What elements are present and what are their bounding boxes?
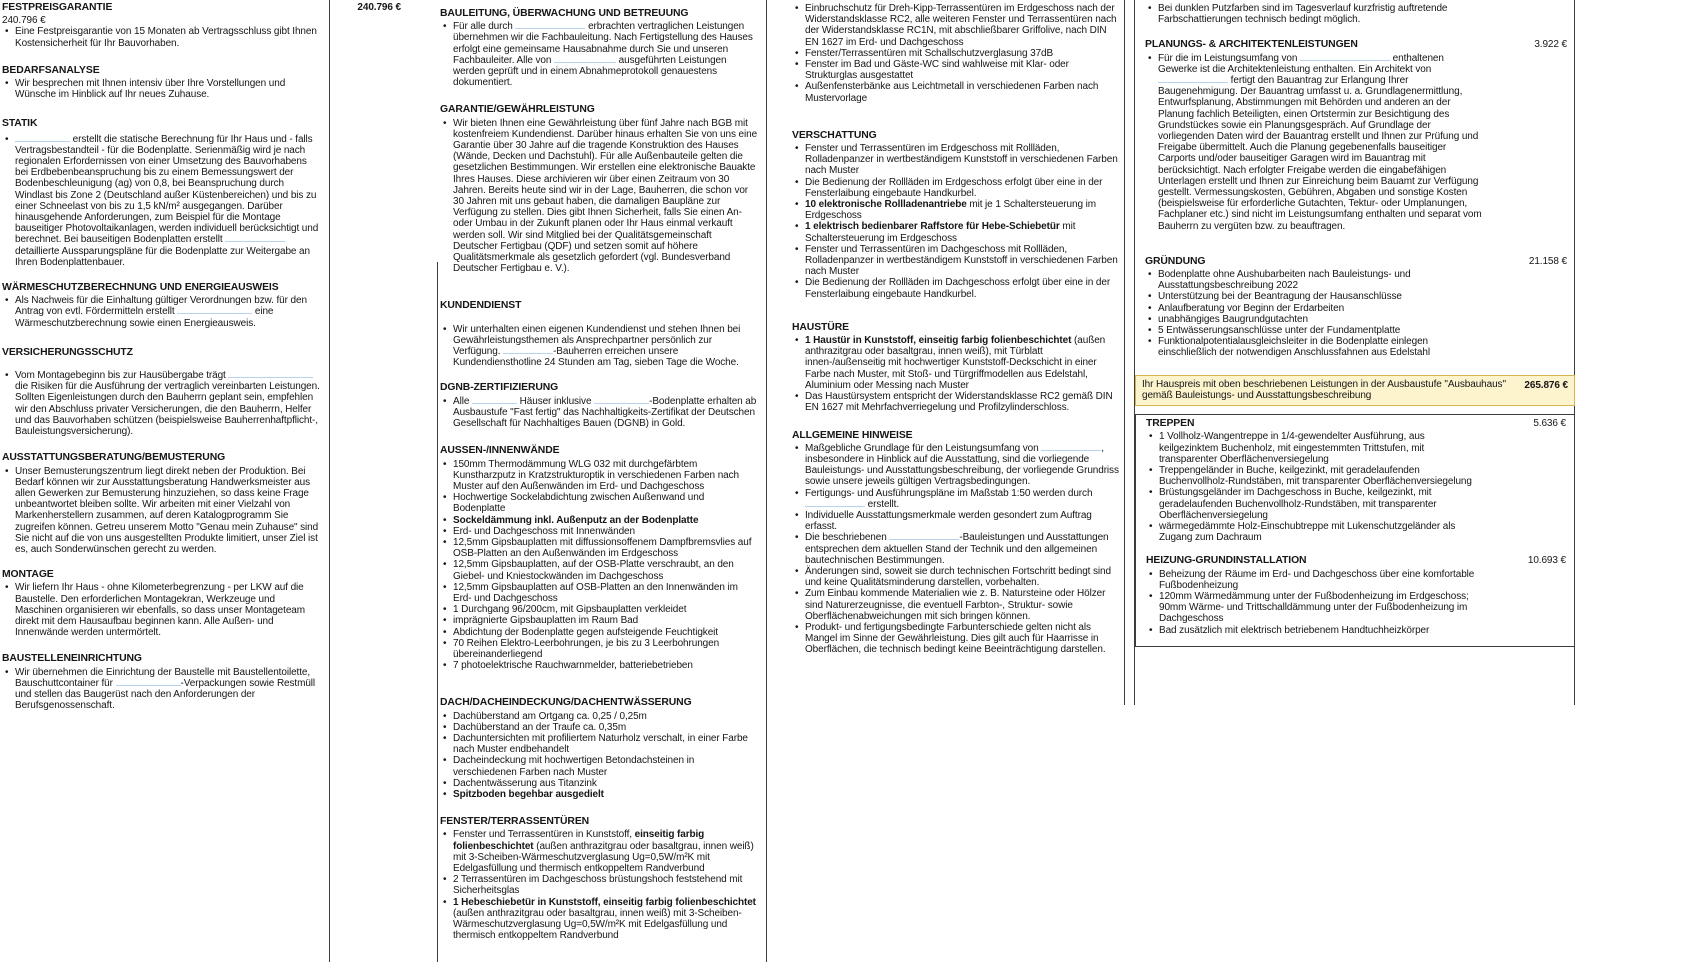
text-run: Für alle durch: [453, 21, 516, 33]
text-run: Fenster/Terrassentüren mit Schallschutzverglasung 37dB: [805, 47, 1054, 59]
section: [2, 452, 322, 555]
bullet-item: [1145, 314, 1483, 325]
text-run: wärmegedämmte Holz-Einschubtreppe mit Lukenschutzgeländer als Zugang zum Dachraum: [1159, 520, 1456, 544]
text-run: Dachentwässerung aus Titanzink: [453, 777, 597, 789]
bullet-item: [1146, 465, 1482, 487]
boxed-section-group: [1135, 414, 1575, 647]
bullet-item: [440, 778, 758, 789]
text-run: Sockeldämmung inkl. Außenputz an der Bodenplatte: [453, 514, 699, 526]
redacted-gap: [594, 396, 649, 404]
bullet-item: [2, 370, 322, 437]
bullet-item: [2, 134, 322, 268]
text-run: die Risiken für die Ausführung der vertraglich vereinbarten Leistungen. Sollten Eigenleistungen durch den Bauherrn geplant sein, empfehlen wir den Abschluss privater Versicherungen, die den Bauherrn, Helfer und das Bauvorhaben schützen (beispielsweise Bauherrenhaftpflicht-, Bauleistungsversicherung).: [15, 381, 320, 438]
text-run: imprägnierte Gipsbauplatten im Raum Bad: [453, 615, 639, 627]
text-run: Zum Einbau kommende Materialien wie z. B. Natursteine oder Hölzer sind Naturerzeugnisse, die eventuell Farbton-, Struktur- sowie Oberflächenabweichungen mit sich bringen können.: [805, 588, 1106, 622]
section: [2, 569, 322, 638]
section: [792, 322, 1120, 414]
text-run: -Bauherren erreichen unsere Kundendiensthotline 24 Stunden am Tag, sieben Tage die Woche.: [453, 346, 739, 369]
bullet-item: [440, 627, 758, 638]
text-run: 5 Entwässerungsanschlüsse unter der Fundamentplatte: [1158, 325, 1401, 337]
text-run: -Bodenplatte erhalten ab Ausbaustufe "Fast fertig" das Nachhaltigkeits-Zertifikat der Deutschen Gesellschaft für Nachhaltiges Bauen (DGNB) in Gold.: [453, 395, 757, 430]
redacted-gap: [889, 532, 959, 540]
text-run: Das Haustürsystem entspricht der Widerstandsklasse RC2 gemäß DIN EN 1627 mit Mehrfachverriegelung und Profilzylinderschloss.: [805, 391, 1113, 414]
section: [792, 430, 1120, 656]
bullet-item: [440, 789, 758, 800]
section: [792, 130, 1120, 300]
text-run: erstellt.: [865, 498, 900, 510]
text-run: eine Wärmeschutzberechnung sowie einen Energieausweis.: [15, 306, 274, 329]
section: [440, 382, 758, 429]
text-run: Fertigungs- und Ausführungspläne im Maßstab 1:50 werden durch: [805, 487, 1093, 499]
text-run: Fenster im Bad und Gäste-WC sind wahlweise mit Klar- oder Strukturglas ausgestattet: [805, 59, 1069, 82]
text-run: enthaltenen Gewerke ist die Architektenleistung enthalten. Ein Architekt von: [1158, 52, 1444, 75]
price-festpreis: 240.796 €: [357, 2, 401, 13]
text-run: Die Bedienung der Rollläden im Erdgeschoss erfolgt über eine in der Fensterlaibung eingebaute Handkurbel.: [805, 176, 1103, 199]
bullet-item: [2, 582, 322, 638]
bullet-item: [1145, 291, 1483, 302]
section: [1135, 256, 1575, 359]
bullet-item: [1145, 303, 1483, 314]
section: [440, 445, 758, 671]
column-3: [792, 3, 1120, 656]
bullet-item: [440, 660, 758, 671]
section-heading: MONTAGE: [2, 569, 54, 581]
text-run: Produkt- und fertigungsbedingte Farbunterschiede gelten nicht als Mangel im Sinne der Gewährleistung. Dies gilt auch für Haarrisse in Oberflächen, die technisch bedingt keine Beeinträchtigung darstellen.: [805, 621, 1106, 656]
redacted-gap: [228, 370, 313, 378]
section-continued: [1135, 3, 1575, 25]
bullet-item: [440, 118, 758, 275]
section-heading: WÄRMESCHUTZBERECHNUNG UND ENERGIEAUSWEIS: [2, 282, 279, 294]
bullet-item: [440, 874, 758, 896]
text-run: Die Bedienung der Rollläden im Dachgeschoss erfolgt über eine in der Fensterlaibung eingebaute Handkurbel.: [805, 277, 1111, 300]
section: [440, 104, 758, 274]
column-4: [1135, 3, 1575, 647]
bullet-item: [440, 492, 758, 514]
bullet-item: [792, 221, 1120, 243]
text-run: Als Nachweis für die Einhaltung gültiger Verordnungen bzw. für den Antrag von evtl. Fördermitteln erstellt: [15, 295, 307, 318]
bullet-item: [1146, 625, 1482, 636]
redacted-gap: [1041, 443, 1101, 451]
bullet-item: [792, 59, 1120, 81]
bullet-item: [792, 244, 1120, 278]
text-run: 12,5mm Gipsbauplatten auf OSB-Platten an den Innenwänden im Erd- und Dachgeschoss: [453, 581, 738, 604]
bullet-item: [792, 488, 1120, 510]
section: [1135, 39, 1575, 231]
text-run: Unser Bemusterungszentrum liegt direkt neben der Produktion. Bei Bedarf können wir zur Ausstattungsberatung Handwerksmeister aus allen Gewerken zur Bemusterung hinzuziehen, so dass keine Frage unbeantwortet bleiben sollte. Wir arbeiten mit einer Vielzahl von Markenherstellern zusammen, auf deren Katalogprogramm Sie zugreifen können. Getreu unserem Motto "Genau mein Zuhause" sind Sie nicht auf die von uns ausgestellten Produkte limitiert, unser Ziel ist es, auch Sonderwünschen gerecht zu werden.: [15, 465, 319, 555]
bullet-item: [792, 143, 1120, 177]
redacted-gap: [554, 55, 616, 63]
bullet-item: [792, 588, 1120, 622]
bullet-item: [440, 324, 758, 369]
text-run: Brüstungsgeländer im Dachgeschoss in Buche, keilgezinkt, mit geradelaufenden Buchenvollholz-Rundstäben, mit transparenter Oberflächenversiegelung: [1159, 487, 1437, 521]
bullet-item: [440, 829, 758, 874]
text-run: Bodenplatte ohne Aushubarbeiten nach Bauleistungs- und Ausstattungsbeschreibung 2022: [1158, 269, 1411, 292]
redacted-gap: [805, 499, 865, 507]
text-run: -Bauleistungen und Ausstattungen entsprechen dem aktuellen Stand der Technik und den allgemeinen bautechnischen Bestimmungen.: [805, 532, 1109, 566]
text-run: detaillierte Aussparungspläne für die Bodenplatte zur Weitergabe an Ihren Bodenplattenbauer.: [15, 245, 310, 268]
text-run: 150mm Thermodämmung WLG 032 mit durchgefärbtem Kunstharzputz in Kratzstrukturoptik in verschiedenen Farben nach Muster auf den Außenwänden im Erd- und Dachgeschoss: [453, 458, 739, 492]
text-run: Vom Montagebeginn bis zur Hausübergabe trägt: [15, 370, 229, 382]
text-run: Dachüberstand an der Traufe ca. 0,35m: [453, 721, 627, 733]
section: [440, 816, 758, 941]
section-heading: GRÜNDUNG: [1145, 255, 1206, 267]
text-run: Einbruchschutz für Dreh-Kipp-Terrassentüren im Erdgeschoss nach der Widerstandsklasse RC2, alle weiteren Fenster und Terrassentüren nach der Widerstandsklasse RC1N, mit abschließbarer Griffolive, nach DIN EN 1627 im Erd- und Dachgeschoss: [805, 3, 1117, 48]
bullet-item: [440, 733, 758, 755]
bullet-item: [440, 755, 758, 777]
section-heading: FESTPREISGARANTIE: [2, 2, 113, 13]
text-run: , insbesondere in Hinblick auf die Ausstattung, sind die vorliegende Bauleistungs- und Ausstattungsbeschreibung, der vorliegende Grundriss sowie unsere jeweils gültigen Vertragsbedingungen.: [805, 442, 1119, 488]
section-heading: BEDARFSANALYSE: [2, 64, 100, 76]
section: [2, 118, 322, 268]
text-run: Die beschriebenen: [805, 532, 890, 544]
text-run: Fenster und Terrassentüren in Kunststoff,: [453, 829, 635, 841]
text-run: Wir besprechen mit Ihnen intensiv über Ihre Vorstellungen und Wünsche im Hinblick auf Ihr neues Zuhause.: [15, 78, 286, 101]
text-run: Bad zusätzlich mit elektrisch betriebenem Handtuchheizkörper: [1159, 624, 1430, 636]
section: [440, 697, 758, 800]
text-run: Dachuntersichten mit profiliertem Naturholz verschalt, in einer Farbe nach Muster endbehandelt: [453, 732, 748, 756]
redacted-gap: [472, 396, 517, 404]
text-run: 1 Haustür in Kunststoff, einseitig farbig folienbeschichtet: [805, 335, 1072, 347]
section-price: 3.922 €: [1534, 39, 1567, 51]
bullet-item: [440, 526, 758, 537]
text-run: Für die im Leistungsumfang von: [1158, 52, 1300, 64]
section-heading: GARANTIE/GEWÄHRLEISTUNG: [440, 104, 595, 116]
text-run: Wir liefern Ihr Haus - ohne Kilometerbegrenzung - per LKW auf die Baustelle. Den erforderlichen Montagekran, Werkzeuge und Maschinen organisieren wir ebenfalls, so dass unser Montageteam direkt mit dem Hausaufbau beginnen kann. Alle Außen- und Innenwände werden untermörtelt.: [15, 582, 305, 639]
hauspreis-text: Ihr Hauspreis mit oben beschriebenen Leistungen in der Ausbaustufe "Ausbauhaus" gemäß Bauleistungs- und Ausstattungsbeschreibung: [1142, 378, 1506, 401]
bullet-item: [440, 897, 758, 942]
bullet-item: [792, 510, 1120, 532]
text-run: erstellt die statische Berechnung für Ihr Haus und - falls Vertragsbestandteil - für die Bodenplatte. Serienmäßig wird je nach regionalen Erfordernissen von einer Umsetzung des Bauvorhabens bei Erdbebenbeanspruchung bis zu einem Bemessungswert der Bodenbeschleunigung (ag) von 0,8, bei Beanspruchung durch Windlast bis Zone 2 (Deutschland außer Küstenbereichen) und bis zu einer Schneelast von bis zu 1,5 kN/m² ausgegangen. Darüber hinausgehende Anforderungen, zum Beispiel für die Montage bauseitiger Photovoltaikanlagen, werden individuell berücksichtigt und berechnet. Bei bauseitigen Bodenplatten erstellt: [15, 133, 319, 246]
column-divider-3: [766, 0, 767, 962]
bullet-item: [792, 335, 1120, 391]
text-run: unabhängiges Baugrundgutachten: [1158, 313, 1308, 325]
section: [2, 2, 322, 49]
text-run: 12,5mm Gipsbauplatten mit diffussionsoffenem Dampfbremsvlies auf OSB-Platten an den Außenwänden im Erdgeschoss: [453, 536, 752, 560]
bullet-item: [1146, 487, 1482, 521]
section-heading: HEIZUNG-GRUNDINSTALLATION: [1146, 555, 1307, 567]
section-price: 5.636 €: [1533, 418, 1566, 430]
column-2: [440, 8, 758, 941]
text-run: Wir bieten Ihnen eine Gewährleistung über fünf Jahre nach BGB mit kostenfreiem Kundendienst. Darüber hinaus erhalten Sie von uns eine Garantie über 30 Jahre auf die tragende Konstruktion des Hauses (Wände, Decken und Dachstuhl). Für alle Außenbauteile gelten die gesetzlichen Bestimmungen. Wir erstellen eine elektronische Bauakte Ihres Hauses. Diese archivieren wir über einen Zeitraum von 30 Jahren. Bereits heute sind wir in der Lage, Bauherren, die schon vor 30 Jahren mit uns gebaut haben, die damaligen Baupläne zur Verfügung zu stellen. Dies gibt Ihnen Sicherheit, falls Sie einen An- oder Umbau in der Zukunft planen oder Ihr Haus einmal verkauft werden soll. Wir sind Mitglied bei der Qualitätsgemeinschaft Deutscher Fertigbau (QDF) und setzen somit auf höhere Qualitätsmerkmale als gesetzlich gefordert (vgl. Bundesverband Deutscher Fertigbau e. V.).: [453, 117, 758, 275]
text-run: Spitzboden begehbar ausgedielt: [453, 788, 604, 800]
bullet-item: [792, 566, 1120, 588]
text-run: 10 elektronische Rollladenantriebe: [805, 199, 967, 211]
bullet-item: [792, 81, 1120, 103]
text-run: fertigt den Bauantrag zur Erlangung Ihrer Baugenehmigung. Der Bauantrag umfasst u. a. Grundlagenermittlung, Entwurfsplanung, Abstimmungen mit Behörden und anderen an der Planung fachlich Beteiligten, einen Ortstermin zur Besichtigung des Grundstückes sowie ein Planungsgespräch. Auf Grundlage der vorliegenden Daten wird der Bauantrag erstellt und Ihnen zur Prüfung und Freigabe übermittelt. Auch die Planung gegebenenfalls bauseitiger Carports und/oder bauseitiger Garagen wird im Bauantrag mit berücksichtigt. Nach erfolgter Freigabe werden die eingabefähigen Unterlagen erstellt und Ihnen zur Einreichung beim Bauamt zur Verfügung gestellt. Vermessungskosten, Gebühren, Abgaben und sonstige Kosten (beispielsweise für erforderliche Gutachten, Tektur- oder Umplanungen, Fachplaner etc.) sind nicht im Leistungsumfang enthalten und separat vom Bauherrn zu vergüten bzw. zu beauftragen.: [1158, 75, 1482, 232]
bullet-item: [792, 622, 1120, 656]
section: [440, 8, 758, 88]
text-run: 1 elektrisch bedienbarer Raffstore für Hebe-Schiebetür: [805, 221, 1060, 233]
column-1: [2, 2, 322, 711]
bullet-item: [2, 78, 322, 100]
section-heading: AUSSEN-/INNENWÄNDE: [440, 445, 560, 457]
bullet-item: [440, 537, 758, 559]
bullet-item: [792, 532, 1120, 566]
text-run: Fenster und Terrassentüren im Erdgeschoss mit Rollläden, Rolladenpanzer in wertbeständigem Kunststoff in verschiedenen Farben nach Muster: [805, 143, 1118, 177]
text-run: Bei dunklen Putzfarben sind im Tagesverlauf kurzfristig auftretende Farbschattierungen technisch bedingt möglich.: [1158, 3, 1448, 26]
section: [1136, 555, 1574, 635]
section-heading: BAULEITUNG, ÜBERWACHUNG UND BETREUUNG: [440, 8, 689, 19]
section: [2, 653, 322, 711]
bullet-item: [792, 277, 1120, 299]
section: [1136, 418, 1574, 543]
bullet-item: [1145, 269, 1483, 291]
bullet-item: [792, 199, 1120, 221]
redacted-gap: [177, 306, 252, 314]
text-run: Hochwertige Sockelabdichtung zwischen Außenwand und Bodenplatte: [453, 492, 705, 515]
bullet-item: [2, 667, 322, 712]
bullet-item: [792, 177, 1120, 199]
section: [2, 347, 322, 437]
redacted-gap: [515, 21, 585, 29]
bullet-item: [440, 396, 758, 430]
text-run: mit je 1 Schaltersteuerung im Erdgeschoss: [805, 199, 1096, 222]
redacted-gap: [503, 346, 553, 354]
bullet-item: [792, 391, 1120, 413]
text-run: ausgeführten Leistungen werden geprüft und in einem Abnahmeprotokoll genauestens dokumentiert.: [453, 54, 727, 89]
text-run: (außen anthrazitgrau oder basaltgrau, innen weiß), mit Türblatt innen-/außenseitig mit hochwertiger Kunststoff-Deckschicht in einer Farbe nach Muster, mit Stoß- und Türgriffmodellen aus Edelstahl, Aluminium oder Messing nach Muster: [805, 335, 1106, 391]
text-run: Änderungen sind, soweit sie durch technischen Fortschritt bedingt sind und keine Qualitätsminderung darstellen, vorbehalten.: [805, 565, 1111, 589]
bullet-item: [440, 638, 758, 660]
text-run: 7 photoelektrische Rauchwarnmelder, batteriebetrieben: [453, 660, 693, 672]
section-heading: VERSCHATTUNG: [792, 129, 877, 141]
section-heading: DACH/DACHEINDECKUNG/DACHENTWÄSSERUNG: [440, 697, 692, 709]
bullet-item: [2, 295, 322, 329]
text-run: (außen anthrazitgrau oder basaltgrau, innen weiß) mit 3-Scheiben-Wärmeschutzverglasung Ug=0,5W/m²K mit Edelgasfüllung und thermisch entkoppeltem Randverbund: [453, 907, 742, 942]
section-heading: KUNDENDIENST: [440, 300, 522, 312]
column-divider-1: [329, 0, 330, 962]
section-heading: BAUSTELLENEINRICHTUNG: [2, 653, 142, 665]
text-run: -Verpackungen sowie Restmüll und stellen das Baugerüst nach den Anforderungen der Berufsgenossenschaft.: [15, 677, 316, 712]
bullet-item: [440, 21, 758, 88]
bullet-item: [2, 26, 322, 48]
text-run: Anlaufberatung vor Beginn der Erdarbeiten: [1158, 302, 1345, 314]
section-price: 21.158 €: [1528, 255, 1567, 267]
hauspreis-price: 265.876 €: [1524, 379, 1568, 391]
redacted-gap: [1158, 75, 1228, 83]
bullet-item: [1145, 3, 1483, 25]
column-divider-4: [1124, 0, 1125, 705]
text-run: Außenfensterbänke aus Leichtmetall in verschiedenen Farben nach Mustervorlage: [805, 81, 1099, 104]
section-heading: DGNB-ZERTIFIZIERUNG: [440, 382, 559, 394]
text-run: Abdichtung der Bodenplatte gegen aufsteigende Feuchtigkeit: [453, 626, 718, 638]
bullet-item: [440, 459, 758, 493]
bullet-item: [440, 515, 758, 526]
redacted-gap: [116, 678, 181, 686]
text-run: Fenster und Terrassentüren im Dachgeschoss mit Rollläden, Rolladenpanzer in wertbeständigem Kunststoff in verschiedenen Farben nach Muster: [805, 243, 1118, 278]
text-run: Wir unterhalten einen eigenen Kundendienst und stehen Ihnen bei Gewährleistungsthemen als Ansprechpartner persönlich zur Verfügung.: [453, 323, 741, 358]
bullet-item: [440, 615, 758, 626]
hauspreis-highlight-row: [1135, 375, 1575, 406]
section-price: 10.693 €: [1527, 555, 1566, 567]
section-heading: AUSSTATTUNGSBERATUNG/BEMUSTERUNG: [2, 452, 226, 464]
text-run: Maßgebliche Grundlage für den Leistungsumfang von: [805, 442, 1042, 454]
column-divider-2: [437, 262, 438, 962]
text-run: Funktionalpotentialausgleichsleiter in die Bodenplatte einlegen einschließlich der notwendigen Anschlussfahnen aus Edelstahl: [1158, 336, 1430, 359]
text-run: Dacheindeckung mit hochwertigen Betondachsteinen in verschiedenen Farben nach Muster: [453, 755, 695, 778]
bullet-item: [1145, 53, 1483, 232]
section: [440, 300, 758, 368]
redacted-gap: [1300, 53, 1390, 61]
text-run: 70 Reihen Elektro-Leerbohrungen, je bis zu 3 Leerbohrungen übereinanderliegend: [453, 637, 720, 660]
text-run: Alle: [453, 395, 472, 407]
text-run: 12,5mm Gipsbauplatten, auf der OSB-Platte verschraubt, an den Giebel- und Kniestockwänden im Dachgeschoss: [453, 559, 734, 582]
section: [2, 282, 322, 329]
text-run: Häuser inklusive: [516, 395, 595, 407]
text-run: Eine Festpreisgarantie von 15 Monaten ab Vertragsschluss gibt Ihnen Kostensicherheit für Ihr Bauvorhaben.: [15, 26, 317, 49]
bullet-item: [792, 3, 1120, 48]
text-run: Beheizung der Räume im Erd- und Dachgeschoss über eine komfortable Fußbodenheizung: [1159, 568, 1475, 591]
section-heading: VERSICHERUNGSSCHUTZ: [2, 346, 133, 358]
section-heading: TREPPEN: [1146, 418, 1195, 430]
bullet-item: [440, 722, 758, 733]
text-run: 1 Hebeschiebetür in Kunststoff, einseitig farbig folienbeschichtet: [453, 896, 756, 908]
text-run: Dachüberstand am Ortgang ca. 0,25 / 0,25m: [453, 710, 647, 722]
text-run: mit Schaltersteuerung im Erdgeschoss: [805, 221, 1076, 244]
section-heading: STATIK: [2, 118, 38, 130]
text-run: Unterstützung bei der Beantragung der Hausanschlüsse: [1158, 291, 1402, 303]
section-heading: ALLGEMEINE HINWEISE: [792, 429, 913, 441]
text-run: erbrachten vertraglichen Leistungen übernehmen wir die Fachbauleitung. Nach Fertigstellung des Hauses erfolgt eine gemeinsame Hausabnahme durch Sie und unseren Fachbauleiter. Alle von: [453, 21, 753, 66]
bullet-item: [1145, 336, 1483, 358]
text-run: 1 Durchgang 96/200cm, mit Gipsbauplatten verkleidet: [453, 604, 687, 616]
section-heading: HAUSTÜRE: [792, 321, 849, 333]
text-run: 2 Terrassentüren im Dachgeschoss brüstungshoch feststehend mit Sicherheitsglas: [453, 874, 743, 897]
bullet-item: [440, 604, 758, 615]
bullet-item: [2, 466, 322, 556]
bullet-item: [1146, 569, 1482, 591]
text-run: Erd- und Dachgeschoss mit Innenwänden: [453, 525, 635, 537]
text-run: Treppengeländer in Buche, keilgezinkt, mit geradelaufenden Buchenvollholz-Rundstäben, mit transparenter Oberflächenversiegelung: [1159, 464, 1472, 488]
bullet-item: [1146, 521, 1482, 543]
bullet-item: [440, 711, 758, 722]
bullet-item: [792, 443, 1120, 488]
bullet-item: [440, 559, 758, 581]
text-run: 120mm Wärmedämmung unter der Fußbodenheizung im Erdgeschoss; 90mm Wärme- und Trittschalldämmung unter der Fußbodenheizung im Dachgeschoss: [1159, 590, 1469, 625]
text-run: Individuelle Ausstattungsmerkmale werden gesondert zum Auftrag erfasst.: [805, 509, 1092, 533]
redacted-gap: [15, 134, 70, 142]
section: [2, 65, 322, 101]
bullet-item: [1146, 431, 1482, 465]
text-run: (außen anthrazitgrau oder basaltgrau, innen weiß) mit 3-Scheiben-Wärmeschutzverglasung Ug=0,5W/m²K mit Edelgasfüllung und thermisch entkoppeltem Randverbund: [453, 840, 754, 874]
section-heading: PLANUNGS- & ARCHITEKTENLEISTUNGEN: [1145, 39, 1358, 51]
bullet-item: [1145, 325, 1483, 336]
text-run: Wir übernehmen die Einrichtung der Baustelle mit Baustellentoilette, Bauschuttcontainer für: [15, 666, 311, 689]
bullet-item: [440, 582, 758, 604]
bullet-item: [792, 48, 1120, 59]
redacted-gap: [225, 234, 285, 242]
section-heading: FENSTER/TERRASSENTÜREN: [440, 816, 590, 828]
section-price: 240.796 €: [2, 15, 46, 27]
bullet-item: [1146, 591, 1482, 625]
text-run: einseitig farbig folienbeschichtet: [453, 829, 705, 852]
section-continued: [792, 3, 1120, 104]
text-run: 1 Vollholz-Wangentreppe in 1/4-gewendelter Ausführung, aus keilgezinktem Buchenholz, mit eingestemmten Trittstufen, mit transparenter Oberflächenversiegelung: [1159, 431, 1425, 465]
